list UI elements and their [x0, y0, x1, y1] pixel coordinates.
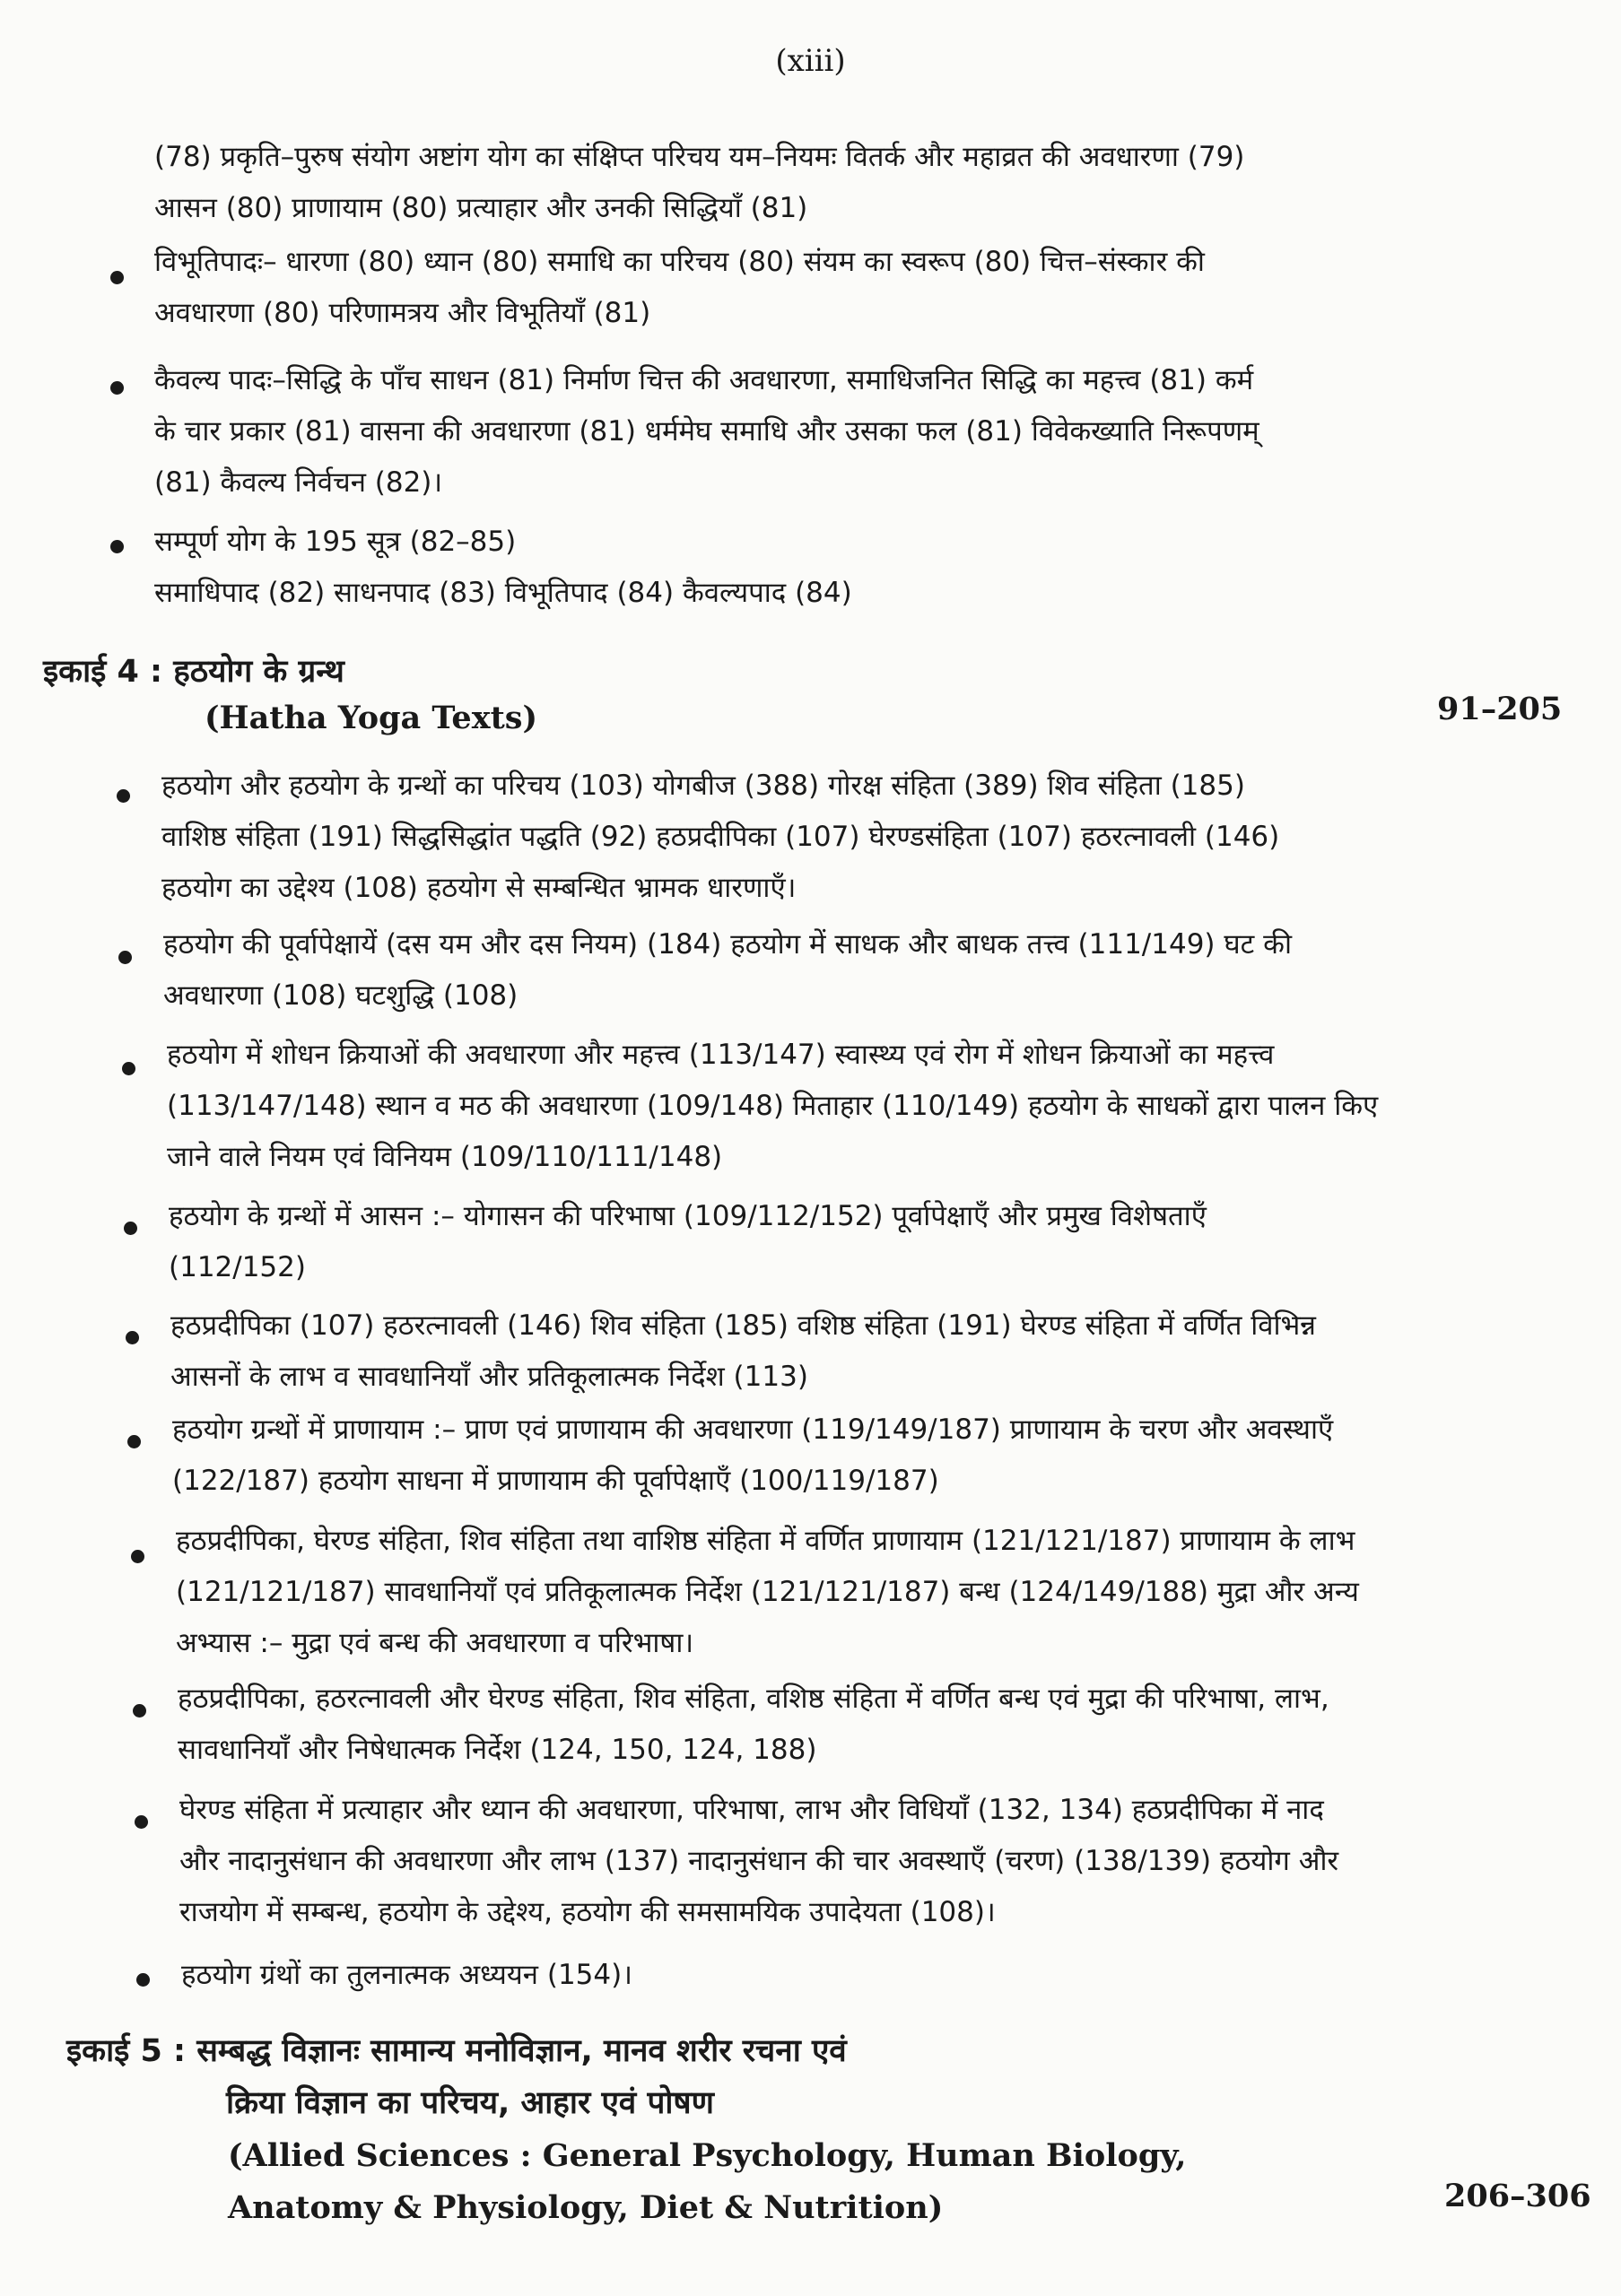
- text-line: आसनों के लाभ व सावधानियाँ और प्रतिकूलात्मक निर्देश (113): [170, 1361, 808, 1393]
- text-line: हठयोग और हठयोग के ग्रन्थों का परिचय (103) योगबीज (388) गोरक्ष संहिता (389) शिव संहिता (185): [161, 770, 1245, 802]
- text-line: हठयोग का उद्देश्य (108) हठयोग से सम्बन्धित भ्रामक धारणाएँ।: [161, 872, 797, 904]
- text-line: हठयोग की पूर्वापेक्षायें (दस यम और दस नियम) (184) हठयोग में साधक और बाधक तत्त्व (111/149) घट की: [163, 928, 1292, 961]
- bullet-icon: [126, 1331, 139, 1344]
- text-line: अवधारणा (108) घटशुद्धि (108): [163, 979, 519, 1012]
- bullet-icon: [133, 1704, 146, 1718]
- text-line: सम्पूर्ण योग के 195 सूत्र (82–85): [154, 526, 517, 558]
- text-line: हठप्रदीपिका, घेरण्ड संहिता, शिव संहिता तथा वाशिष्ठ संहिता में वर्णित प्राणायाम (121/121/187) प्राणायाम के लाभ: [176, 1525, 1355, 1557]
- unit-heading: [66, 2029, 847, 2071]
- text-line: कैवल्य पादः–सिद्धि के पाँच साधन (81) निर्माण चित्त की अवधारणा, समाधिजनित सिद्धि का महत्त्व (81) कर्म: [154, 364, 1254, 396]
- list-item: [169, 1191, 1207, 1293]
- bullet-icon: [127, 1435, 141, 1448]
- text-line: हठप्रदीपिका, हठरत्नावली और घेरण्ड संहिता, शिव संहिता, वशिष्ठ संहिता में वर्णित बन्ध एवं मुद्रा की परिभाषा, लाभ,: [178, 1683, 1329, 1715]
- page-range: 206–306: [1444, 2178, 1591, 2214]
- bullet-icon: [110, 381, 124, 395]
- bullet-icon: [136, 1973, 150, 1987]
- text-line: हठयोग के ग्रन्थों में आसन :– योगासन की परिभाषा (109/112/152) पूर्वापेक्षाएँ और प्रमुख विशेषताएँ: [169, 1200, 1207, 1232]
- bullet-icon: [110, 271, 124, 284]
- text-line: (78) प्रकृति–पुरुष संयोग अष्टांग योग का संक्षिप्त परिचय यम–नियमः वितर्क और महाव्रत की अवधारणा (79): [154, 141, 1245, 173]
- text-line: हठयोग ग्रंथों का तुलनात्मक अध्ययन (154)।: [181, 1959, 632, 1991]
- bullet-icon: [131, 1550, 144, 1563]
- list-item: [170, 1300, 1316, 1403]
- text-line: वाशिष्ठ संहिता (191) सिद्धसिद्धांत पद्धति (92) हठप्रदीपिका (107) घेरण्डसंहिता (107) हठरत्नावली (146): [161, 821, 1280, 853]
- page-number: (xiii): [775, 43, 846, 79]
- list-item: [161, 761, 1279, 914]
- text-line: अभ्यास :– मुद्रा एवं बन्ध की अवधारणा व परिभाषा।: [176, 1627, 694, 1659]
- bullet-icon: [117, 789, 130, 803]
- unit-english-title: [228, 2130, 1186, 2234]
- unit-heading-line: क्रिया विज्ञान का परिचय, आहार एवं पोषण: [226, 2085, 714, 2121]
- list-item: [154, 355, 1259, 509]
- text-line: जाने वाले नियम एवं विनियम (109/110/111/148): [167, 1141, 723, 1173]
- intro-text: [154, 132, 1244, 234]
- list-item: [167, 1030, 1378, 1183]
- unit-heading: इकाई 4 : हठयोग के ग्रन्थ: [43, 654, 344, 690]
- english-title-line: Anatomy & Physiology, Diet & Nutrition): [228, 2189, 944, 2226]
- list-item: [154, 237, 1205, 339]
- text-line: आसन (80) प्राणायाम (80) प्रत्याहार और उनकी सिद्धियाँ (81): [154, 192, 808, 224]
- list-item: [181, 1950, 632, 2001]
- text-line: हठयोग ग्रन्थों में प्राणायाम :– प्राण एवं प्राणायाम की अवधारणा (119/149/187) प्राणायाम के चरण और अवस्थाएँ: [172, 1413, 1334, 1446]
- list-item: [176, 1516, 1359, 1669]
- text-line: (113/147/148) स्थान व मठ की अवधारणा (109/148) मिताहार (110/149) हठयोग के साधकों द्वारा पालन किए: [167, 1090, 1379, 1122]
- text-line: (121/121/187) सावधानियाँ एवं प्रतिकूलात्मक निर्देश (121/121/187) बन्ध (124/149/188) मुद्रा और अन्य: [176, 1576, 1359, 1608]
- text-line: और नादानुसंधान की अवधारणा और लाभ (137) नादानुसंधान की चार अवस्थाएँ (चरण) (138/139) हठयोग और: [179, 1845, 1339, 1877]
- text-line: राजयोग में सम्बन्ध, हठयोग के उद्देश्य, हठयोग की समसामयिक उपादेयता (108)।: [179, 1896, 996, 1928]
- unit-english-title: (Hatha Yoga Texts): [205, 700, 538, 736]
- text-line: विभूतिपादः– धारणा (80) ध्यान (80) समाधि का परिचय (80) संयम का स्वरूप (80) चित्त–संस्कार की: [154, 246, 1205, 278]
- text-line: सावधानियाँ और निषेधात्मक निर्देश (124, 150, 124, 188): [178, 1734, 817, 1766]
- bullet-icon: [110, 540, 124, 553]
- text-line: (112/152): [169, 1251, 306, 1283]
- english-title-line: (Allied Sciences : General Psychology, Human Biology,: [228, 2137, 1187, 2174]
- text-line: हठयोग में शोधन क्रियाओं की अवधारणा और महत्त्व (113/147) स्वास्थ्य एवं रोग में शोधन क्रियाओं का महत्त्व: [167, 1039, 1275, 1071]
- text-line: समाधिपाद (82) साधनपाद (83) विभूतिपाद (84) कैवल्यपाद (84): [154, 577, 852, 609]
- text-line: अवधारणा (80) परिणामत्रय और विभूतियाँ (81): [154, 297, 651, 329]
- list-item: [179, 1785, 1338, 1938]
- bullet-icon: [118, 951, 132, 964]
- unit-heading-continued: [226, 2081, 714, 2123]
- list-item: [163, 919, 1292, 1022]
- list-item: [178, 1674, 1329, 1776]
- page-range: 91–205: [1437, 691, 1563, 727]
- text-line: (122/187) हठयोग साधना में प्राणायाम की पूर्वापेक्षाएँ (100/119/187): [172, 1465, 939, 1497]
- text-line: (81) कैवल्य निर्वचन (82)।: [154, 466, 443, 499]
- list-item: [154, 517, 852, 619]
- text-line: घेरण्ड संहिता में प्रत्याहार और ध्यान की अवधारणा, परिभाषा, लाभ और विधियाँ (132, 134) हठप्रदीपिका में नाद: [179, 1794, 1324, 1826]
- text-line: हठप्रदीपिका (107) हठरत्नावली (146) शिव संहिता (185) वशिष्ठ संहिता (191) घेरण्ड संहिता में वर्णित विभिन्न: [170, 1309, 1316, 1342]
- bullet-icon: [124, 1222, 137, 1235]
- unit-heading-line: इकाई 5 : सम्बद्ध विज्ञानः सामान्य मनोविज्ञान, मानव शरीर रचना एवं: [66, 2033, 847, 2069]
- bullet-icon: [135, 1815, 148, 1829]
- text-line: के चार प्रकार (81) वासना की अवधारणा (81) धर्ममेघ समाधि और उसका फल (81) विवेकख्याति निरूपणम्: [154, 415, 1259, 448]
- bullet-icon: [122, 1062, 135, 1075]
- list-item: [172, 1405, 1333, 1507]
